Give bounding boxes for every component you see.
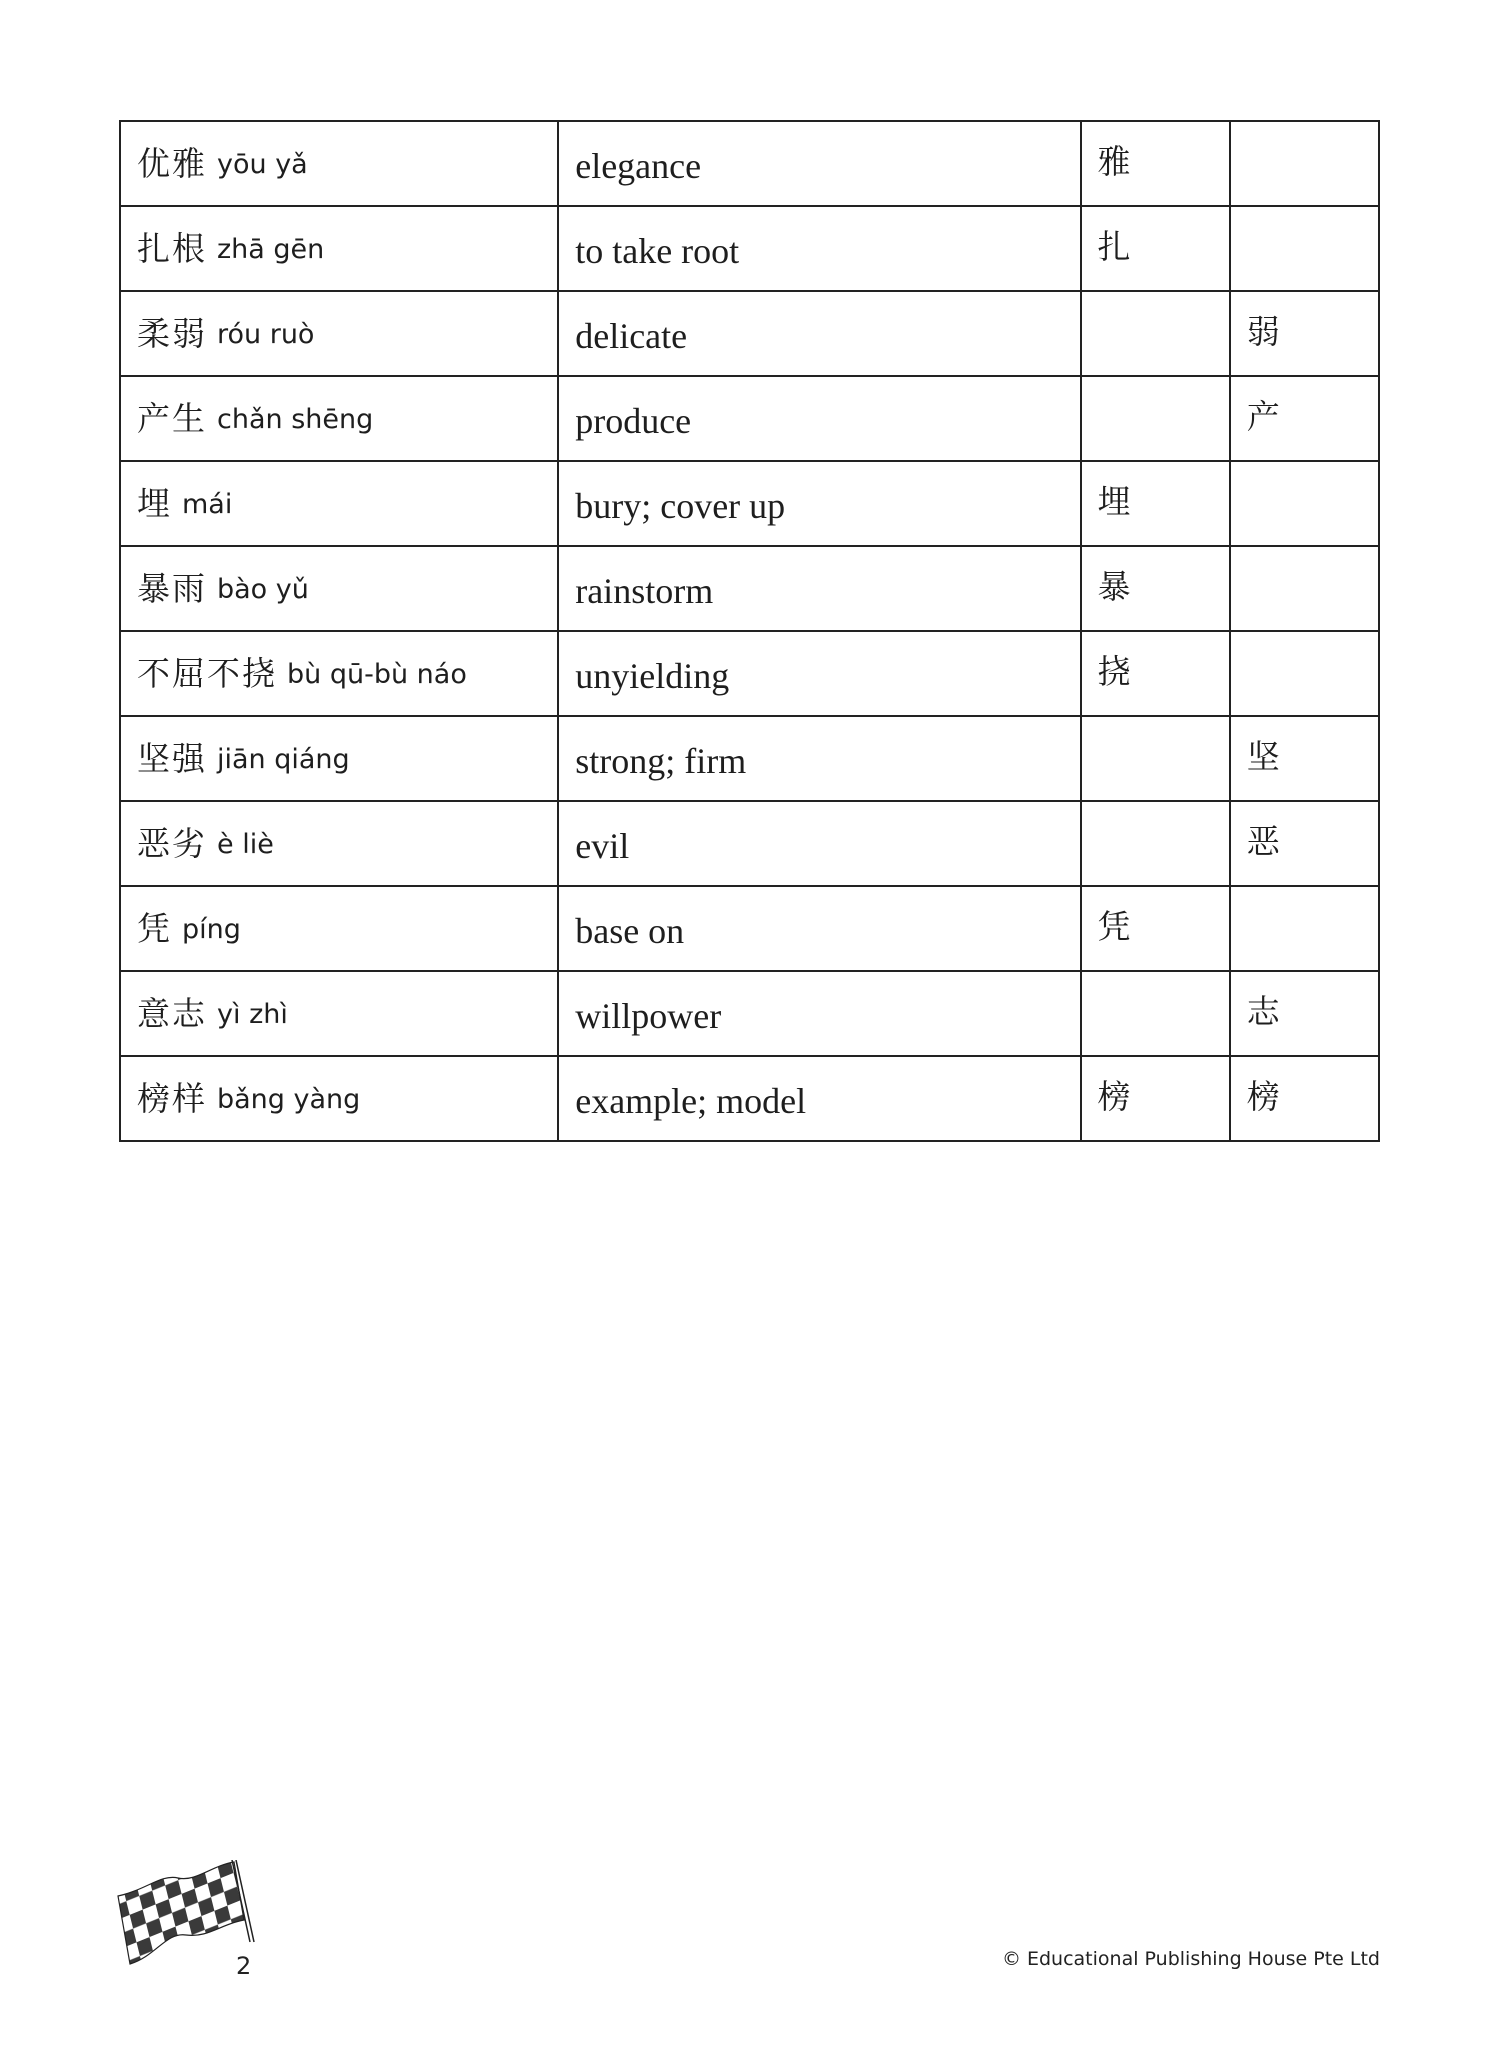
table-row (120, 801, 1379, 886)
character-cell-b (1230, 546, 1379, 631)
vocabulary-table-body (120, 121, 1379, 1141)
word-cell (120, 716, 558, 801)
meaning-cell (558, 631, 1080, 716)
hanzi-word: 扎根 (137, 229, 207, 268)
character-cell-a (1081, 971, 1230, 1056)
table-row (120, 631, 1379, 716)
character-cell-b (1230, 716, 1379, 801)
table-row (120, 546, 1379, 631)
character-cell-b (1230, 291, 1379, 376)
character-b: 榜 (1246, 1077, 1280, 1116)
pinyin: zhā gēn (217, 234, 325, 265)
table-row (120, 886, 1379, 971)
character-b: 坚 (1246, 737, 1280, 776)
character-cell-a (1081, 886, 1230, 971)
word-cell (120, 546, 558, 631)
character-cell-a (1081, 716, 1230, 801)
english-meaning: to take root (575, 230, 740, 271)
pinyin: mái (182, 489, 233, 520)
word-cell (120, 971, 558, 1056)
english-meaning: strong; firm (575, 740, 747, 781)
character-a: 扎 (1097, 227, 1131, 266)
character-cell-a (1081, 801, 1230, 886)
meaning-cell (558, 291, 1080, 376)
english-meaning: evil (575, 825, 630, 866)
table-row (120, 376, 1379, 461)
english-meaning: delicate (575, 315, 688, 356)
word-cell (120, 376, 558, 461)
meaning-cell (558, 206, 1080, 291)
word-cell (120, 206, 558, 291)
character-a: 榜 (1097, 1077, 1131, 1116)
hanzi-word: 柔弱 (137, 314, 207, 353)
word-cell (120, 1056, 558, 1141)
hanzi-word: 暴雨 (137, 569, 207, 608)
meaning-cell (558, 461, 1080, 546)
word-cell (120, 631, 558, 716)
pinyin: chǎn shēng (217, 404, 374, 435)
english-meaning: elegance (575, 145, 702, 186)
character-cell-a (1081, 631, 1230, 716)
character-cell-b (1230, 631, 1379, 716)
character-b: 恶 (1246, 822, 1280, 861)
character-a: 埋 (1097, 482, 1131, 521)
hanzi-word: 榜样 (137, 1079, 207, 1118)
meaning-cell (558, 886, 1080, 971)
word-cell (120, 461, 558, 546)
character-cell-b (1230, 1056, 1379, 1141)
hanzi-word: 凭 (137, 909, 172, 948)
character-b: 志 (1246, 992, 1280, 1031)
meaning-cell (558, 121, 1080, 206)
english-meaning: unyielding (575, 655, 730, 696)
character-a: 雅 (1097, 142, 1131, 181)
english-meaning: base on (575, 910, 685, 951)
character-cell-a (1081, 121, 1230, 206)
word-cell (120, 121, 558, 206)
character-cell-a (1081, 376, 1230, 461)
character-cell-a (1081, 206, 1230, 291)
character-a: 暴 (1097, 567, 1131, 606)
pinyin: bù qū-bù náo (287, 659, 467, 690)
pinyin: bào yǔ (217, 574, 309, 605)
table-row (120, 461, 1379, 546)
hanzi-word: 意志 (137, 994, 207, 1033)
english-meaning: willpower (575, 995, 722, 1036)
character-cell-a (1081, 461, 1230, 546)
pinyin: bǎng yàng (217, 1084, 361, 1115)
english-meaning: rainstorm (575, 570, 714, 611)
character-cell-b (1230, 886, 1379, 971)
character-cell-a (1081, 546, 1230, 631)
character-cell-b (1230, 206, 1379, 291)
hanzi-word: 坚强 (137, 739, 207, 778)
pinyin: jiān qiáng (217, 744, 350, 775)
meaning-cell (558, 716, 1080, 801)
meaning-cell (558, 801, 1080, 886)
character-cell-b (1230, 121, 1379, 206)
table-row (120, 206, 1379, 291)
word-cell (120, 801, 558, 886)
pinyin: róu ruò (217, 319, 315, 350)
page-number: 2 (236, 1952, 252, 1980)
meaning-cell (558, 376, 1080, 461)
word-cell (120, 886, 558, 971)
english-meaning: example; model (575, 1080, 807, 1121)
word-cell (120, 291, 558, 376)
copyright-notice: © Educational Publishing House Pte Ltd (1001, 1948, 1380, 1970)
checkered-flag-icon (116, 1860, 256, 1975)
character-cell-a (1081, 1056, 1230, 1141)
character-b: 弱 (1246, 312, 1280, 351)
character-cell-b (1230, 971, 1379, 1056)
character-b: 产 (1246, 397, 1280, 436)
character-cell-b (1230, 376, 1379, 461)
hanzi-word: 不屈不挠 (137, 654, 277, 693)
hanzi-word: 恶劣 (137, 824, 207, 863)
hanzi-word: 埋 (137, 484, 172, 523)
pinyin: yì zhì (217, 999, 288, 1030)
meaning-cell (558, 546, 1080, 631)
english-meaning: bury; cover up (575, 485, 786, 526)
pinyin: píng (182, 914, 241, 945)
pinyin: yōu yǎ (217, 149, 308, 180)
table-row (120, 971, 1379, 1056)
character-cell-b (1230, 461, 1379, 546)
pinyin: è liè (217, 829, 274, 860)
hanzi-word: 优雅 (137, 144, 207, 183)
character-cell-b (1230, 801, 1379, 886)
character-a: 凭 (1097, 907, 1131, 946)
meaning-cell (558, 1056, 1080, 1141)
meaning-cell (558, 971, 1080, 1056)
table-row (120, 716, 1379, 801)
character-a: 挠 (1097, 652, 1131, 691)
character-cell-a (1081, 291, 1230, 376)
vocabulary-table (119, 120, 1380, 1142)
english-meaning: produce (575, 400, 692, 441)
hanzi-word: 产生 (137, 399, 207, 438)
table-row (120, 1056, 1379, 1141)
table-row (120, 291, 1379, 376)
table-row (120, 121, 1379, 206)
